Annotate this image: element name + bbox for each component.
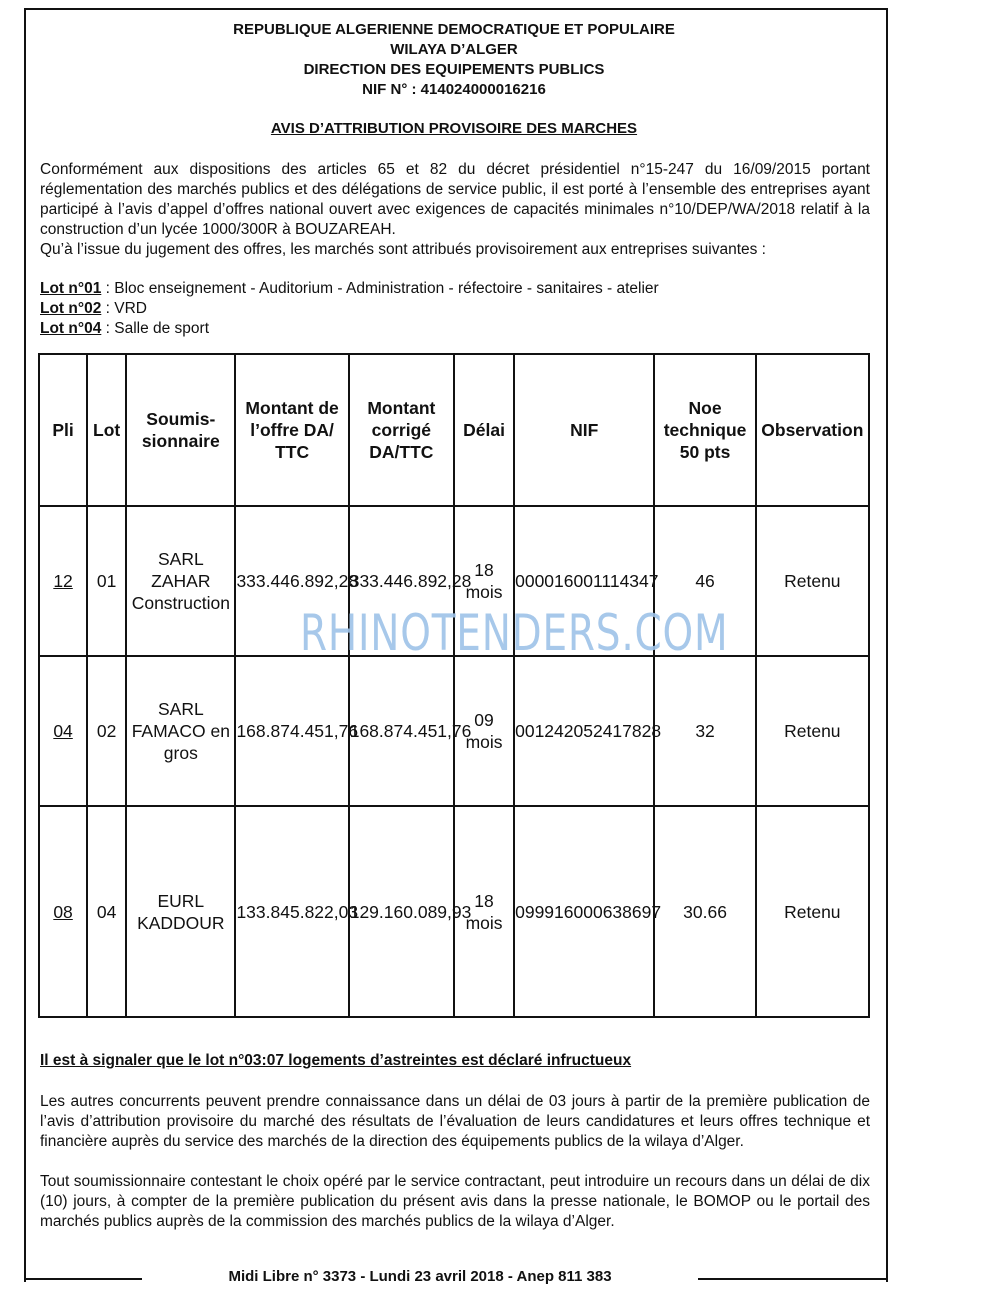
table-row xyxy=(39,806,869,1017)
lot-label: Lot n°02 xyxy=(40,300,102,317)
header-note-technique: Noe technique 50 pts xyxy=(654,354,755,506)
cell-lot: 02 xyxy=(87,656,126,806)
header-delai: Délai xyxy=(454,354,514,506)
lot-label: Lot n°04 xyxy=(40,320,102,337)
notice-title: AVIS D’ATTRIBUTION PROVISOIRE DES MARCHES xyxy=(270,120,638,137)
header-lot: Lot xyxy=(87,354,126,506)
results-table xyxy=(38,353,870,1018)
lot-item xyxy=(40,319,870,339)
cell-delai: 18 mois xyxy=(454,806,514,1017)
header-line-2: WILAYA D’ALGER xyxy=(390,41,518,58)
cell-observation: Retenu xyxy=(756,506,869,656)
header-soumissionnaire: Soumis-sionnaire xyxy=(126,354,235,506)
cell-note: 30.66 xyxy=(654,806,755,1017)
cell-lot: 04 xyxy=(87,806,126,1017)
watermark: RHINOTENDERS.COM xyxy=(300,604,729,662)
cell-delai: 18 mois xyxy=(454,506,514,656)
paragraph-consultation: Les autres concurrents peuvent prendre connaissance dans un délai de 03 jours à partir de la première publication de l’avis d’attribution provisoire du marché des résultats de l’évaluation de leurs candidatures et leurs offres technique et financière auprès du service des marchés de la direction des équipements publics de la wilaya d’Alger. xyxy=(40,1093,870,1150)
paragraph-recours: Tout soumissionnaire contestant le choix opéré par le service contractant, peut introduire un recours dans un délai de dix (10) jours, à compter de la première publication du présent avis dans la presse nationale, le BOMOP ou le portail des marchés publics auprès de la commission des marchés publics de la wilaya d’Alger. xyxy=(40,1173,870,1230)
header-line-1: REPUBLIQUE ALGERIENNE DEMOCRATIQUE ET POPULAIRE xyxy=(233,21,675,38)
cell-note: 32 xyxy=(654,656,755,806)
header-nif: NIF N° : 414024000016216 xyxy=(362,81,546,98)
header-nif: NIF xyxy=(514,354,654,506)
lot-label: Lot n°01 xyxy=(40,280,102,297)
cell-observation: Retenu xyxy=(756,806,869,1017)
cell-soumissionnaire: SARL FAMACO en gros xyxy=(126,656,235,806)
cell-note: 46 xyxy=(654,506,755,656)
header-line-3: DIRECTION DES EQUIPEMENTS PUBLICS xyxy=(303,61,605,78)
intro-paragraph-2: Qu’à l’issue du jugement des offres, les marchés sont attribués provisoirement aux entreprises suivantes : xyxy=(40,241,766,258)
cell-lot: 01 xyxy=(87,506,126,656)
lot-description: : VRD xyxy=(101,300,147,317)
header-observation: Observation xyxy=(756,354,869,506)
table-header-row xyxy=(39,354,869,506)
cell-pli xyxy=(39,806,87,1017)
cell-montant-corrige: 168.874.451,76 xyxy=(349,656,454,806)
cell-soumissionnaire: EURL KADDOUR xyxy=(126,806,235,1017)
header-montant-offre: Montant de l’offre DA/ TTC xyxy=(235,354,348,506)
header-montant-corrige: Montant corrigé DA/TTC xyxy=(349,354,454,506)
pli-number: 04 xyxy=(53,721,73,741)
cell-nif: 099916000638697 xyxy=(514,806,654,1017)
lot-description: : Salle de sport xyxy=(101,320,210,337)
lot-item xyxy=(40,299,870,319)
document-header xyxy=(40,20,868,100)
publication-footer: Midi Libre n° 3373 - Lundi 23 avril 2018 - Anep 811 383 xyxy=(228,1268,612,1285)
table-row xyxy=(39,656,869,806)
cell-delai: 09 mois xyxy=(454,656,514,806)
pli-number: 08 xyxy=(53,901,73,922)
cell-pli xyxy=(39,506,87,656)
infructueux-note: Il est à signaler que le lot n°03:07 logements d’astreintes est déclaré infructueux xyxy=(40,1052,632,1069)
cell-observation: Retenu xyxy=(756,656,869,806)
pli-number: 12 xyxy=(53,571,73,591)
cell-montant-offre: 333.446.892,28 xyxy=(235,506,348,656)
intro-paragraph-1: Conformément aux dispositions des articles 65 et 82 du décret présidentiel n°15-247 du 16/09/2015 portant réglementation des marchés publics et des délégations de service public, il est porté à l’ensemble des entreprises ayant participé à l’avis d’appel d’offres national ouvert avec exigences de capacités minimales n°10/DEP/WA/2018 relatif à la construction d’un lycée 1000/300R à BOUZAREAH. xyxy=(40,161,870,238)
cell-montant-offre: 133.845.822,03 xyxy=(235,806,348,1017)
cell-montant-corrige: 333.446.892,28 xyxy=(349,506,454,656)
header-pli: Pli xyxy=(39,354,87,506)
lot-description: : Bloc enseignement - Auditorium - Administration - réfectoire - sanitaires - atelier xyxy=(101,280,659,297)
intro-text xyxy=(40,160,870,260)
lots-list xyxy=(40,279,870,339)
cell-montant-corrige: 129.160.089,93 xyxy=(349,806,454,1017)
lot-item xyxy=(40,279,870,299)
bottom-rule-right xyxy=(698,1278,886,1280)
bottom-rule-left xyxy=(24,1278,142,1280)
cell-nif: 001242052417828 xyxy=(514,656,654,806)
cell-nif: 000016001114347 xyxy=(514,506,654,656)
cell-soumissionnaire: SARL ZAHAR Construction xyxy=(126,506,235,656)
cell-pli xyxy=(39,656,87,806)
cell-montant-offre: 168.874.451,76 xyxy=(235,656,348,806)
